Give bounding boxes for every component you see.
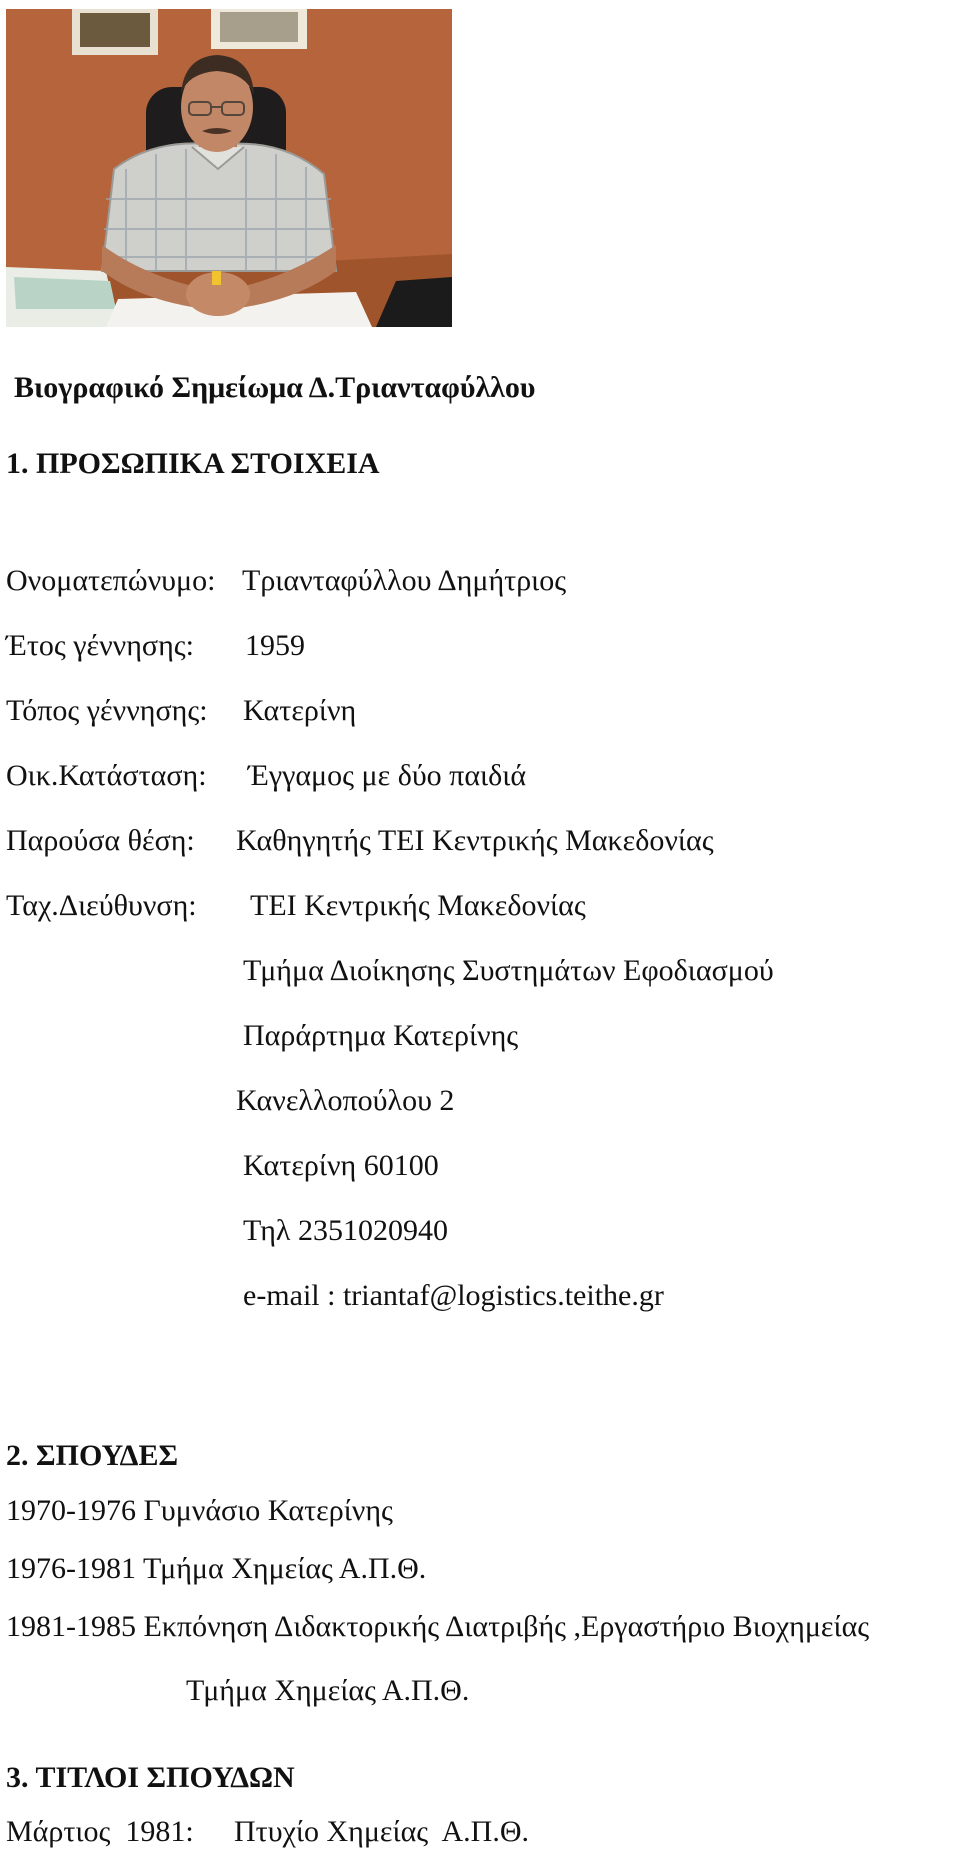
- section-heading-personal: 1. ΠΡΟΣΩΠΙΚΑ ΣΤΟΙΧΕΙΑ: [6, 447, 380, 480]
- name-value: Τριανταφύλλου Δημήτριος: [242, 564, 567, 597]
- studies-entry: 1981-1985 Εκπόνηση Διδακτορικής Διατριβής ,Εργαστήριο Βιοχημείας: [6, 1610, 870, 1643]
- position-value: Καθηγητής ΤΕΙ Κεντρικής Μακεδονίας: [236, 824, 714, 857]
- birth-year-label: Έτος γέννησης:: [6, 629, 194, 662]
- address-label: Ταχ.Διεύθυνση:: [6, 889, 197, 922]
- address-line: Τμήμα Διοίκησης Συστημάτων Εφοδιασμού: [243, 954, 774, 987]
- birth-place-value: Κατερίνη: [243, 694, 357, 727]
- degree-value: Πτυχίο Χημείας Α.Π.Θ.: [234, 1815, 530, 1848]
- section-heading-studies: 2. ΣΠΟΥΔΕΣ: [6, 1439, 179, 1472]
- phone-line: Τηλ 2351020940: [243, 1214, 448, 1247]
- position-label: Παρούσα θέση:: [6, 824, 195, 857]
- address-line: Κατερίνη 60100: [243, 1149, 439, 1182]
- portrait-illustration: [6, 9, 452, 327]
- birth-place-label: Τόπος γέννησης:: [6, 694, 208, 727]
- address-line: ΤΕΙ Κεντρικής Μακεδονίας: [250, 889, 586, 922]
- studies-entry: 1970-1976 Γυμνάσιο Κατερίνης: [6, 1494, 393, 1527]
- portrait-photo: [6, 9, 452, 327]
- marital-status-label: Οικ.Κατάσταση:: [6, 759, 207, 792]
- name-label: Ονοματεπώνυμο:: [6, 564, 216, 597]
- address-line: Παράρτημα Κατερίνης: [243, 1019, 519, 1052]
- degree-date: Μάρτιος 1981:: [6, 1815, 194, 1848]
- birth-year-value: 1959: [245, 629, 305, 662]
- studies-entry-continuation: Τμήμα Χημείας Α.Π.Θ.: [186, 1674, 470, 1707]
- address-line: Κανελλοπούλου 2: [236, 1084, 455, 1117]
- email-line: e-mail : triantaf@logistics.teithe.gr: [243, 1279, 664, 1312]
- studies-entry: 1976-1981 Τμήμα Χημείας Α.Π.Θ.: [6, 1552, 427, 1585]
- marital-status-value: Έγγαμος με δύο παιδιά: [248, 759, 527, 792]
- document-title: Βιογραφικό Σημείωμα Δ.Τριανταφύλλου: [14, 371, 536, 404]
- section-heading-degrees: 3. ΤΙΤΛΟΙ ΣΠΟΥΔΩΝ: [6, 1761, 295, 1794]
